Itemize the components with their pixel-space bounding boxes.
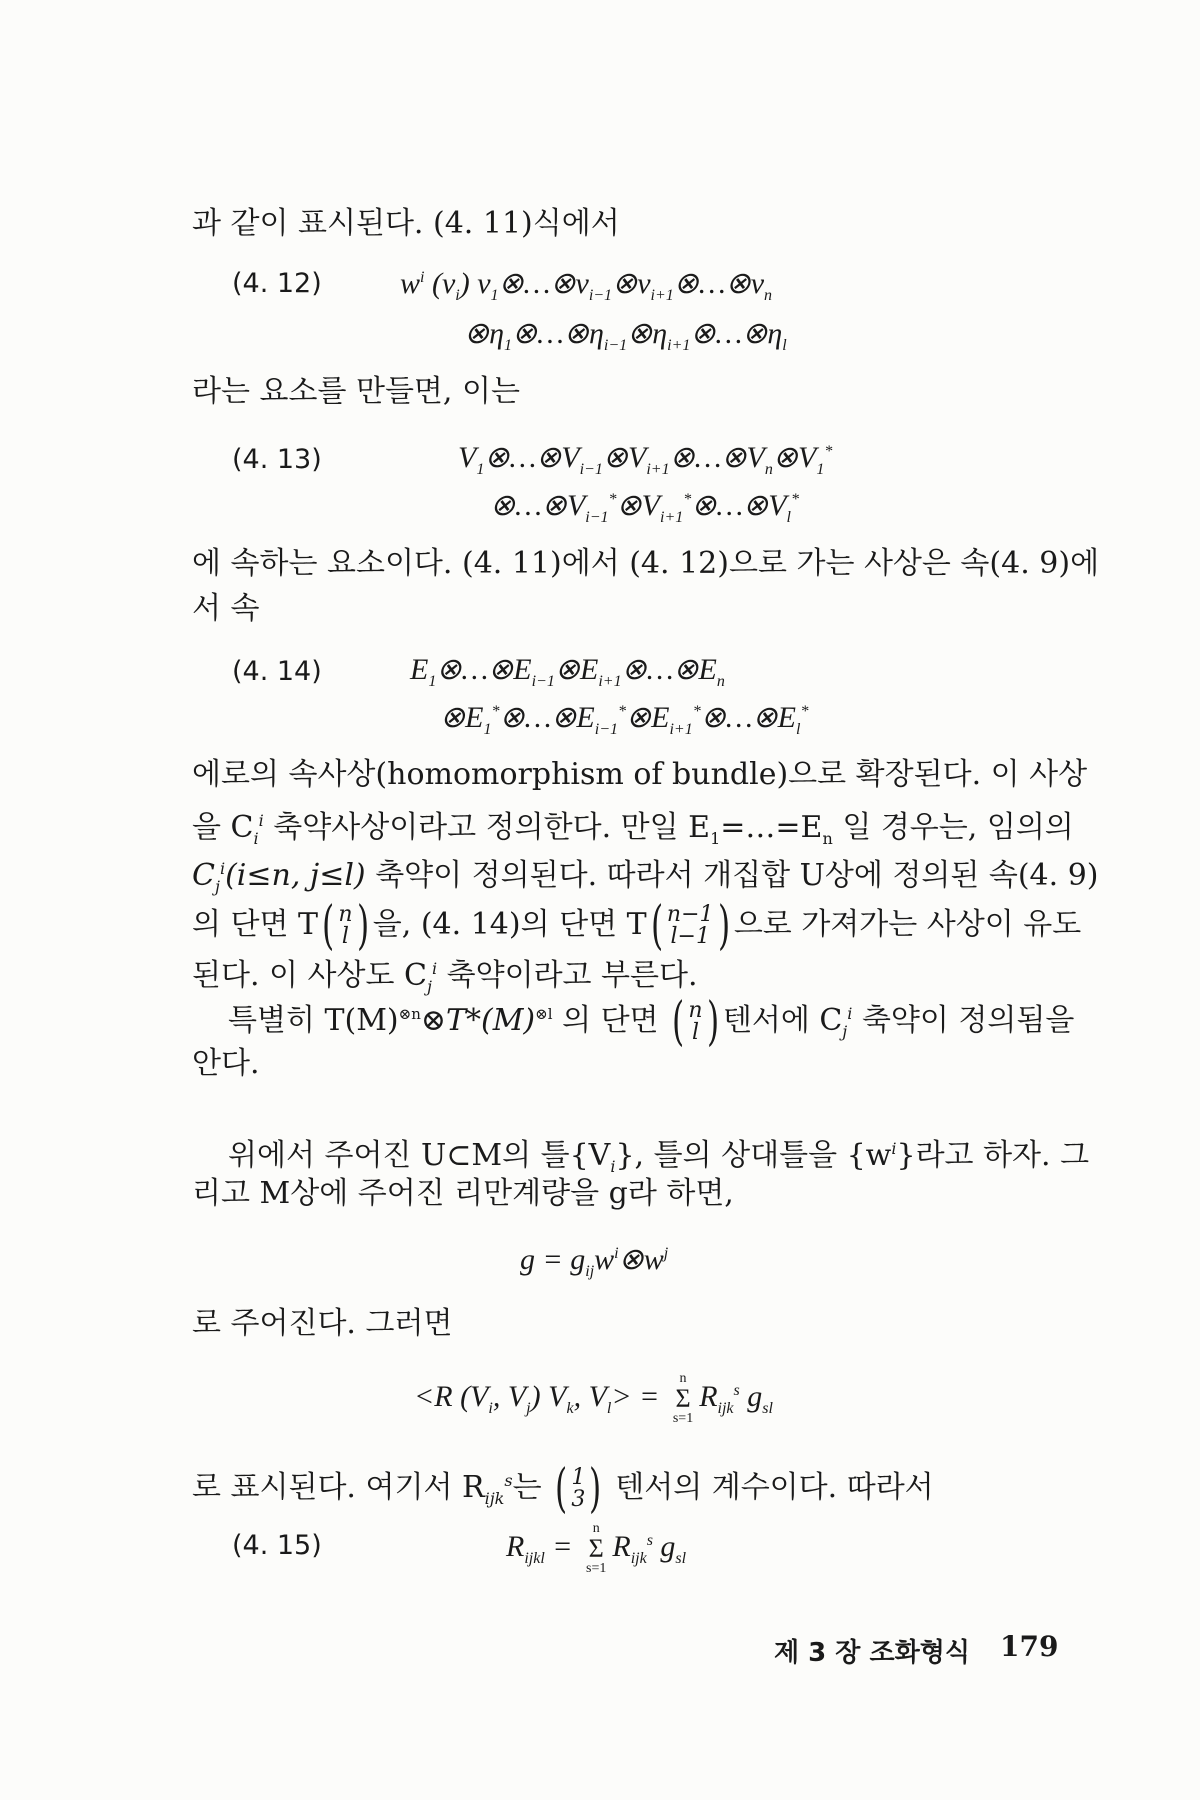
equation-4-13-line2: $\otimes\dots\otimes V_{i-1}^*\otimes V_{i+1}^*\otimes\dots\otimes V_l^*$ <box>490 489 799 526</box>
text-line: 라는 요소를 만들면, 이는 <box>192 374 520 409</box>
equation-4-15: $R_{ijkl}$ = n Σ s=1 $R_{ijk}^s$ $g_{sl}$ <box>506 1521 687 1576</box>
text-line: 의 단면 T ( n l ) 을, (4. 14)의 단면 T ( n−1 l−1 ) 으로 가져가는 사상이 유도 <box>192 896 1082 956</box>
text-line: 안다. <box>192 1046 260 1081</box>
equation-metric: $g = g_{ij}w^i\otimes w^j$ <box>520 1243 669 1280</box>
equation-4-12-line2: $\otimes\eta_1\otimes\dots\otimes\eta_{i-1}\otimes\eta_{i+1}\otimes\dots\otimes\eta_l$ <box>464 317 787 354</box>
text-line: 서 속 <box>192 591 260 626</box>
equation-number: (4. 15) <box>232 1530 322 1561</box>
text-line: 리고 M상에 주어진 리만계량을 g라 하면, <box>192 1176 734 1211</box>
text-line: 특별히 $T(M)^{\otimes n}\otimes T*(M)^{\otimes l}$ 의 단면 ( n l ) 텐서에 $C_j^i$ 축약이 정의됨을 <box>228 992 1075 1052</box>
text-line: 로 주어진다. 그러면 <box>192 1306 453 1341</box>
chapter-footer: 제 3 장 조화형식 <box>774 1638 970 1668</box>
page-number: 179 <box>1000 1630 1059 1663</box>
equation-number: (4. 14) <box>232 656 322 687</box>
equation-number: (4. 12) <box>232 268 322 299</box>
text-line: 로 표시된다. 여기서 $R_{ijk}^s$는 ( 1 3 ) 텐서의 계수이다. 따라서 <box>192 1459 934 1519</box>
text-line: 된다. 이 사상도 $C_j^i$ 축약이라고 부른다. <box>192 958 698 996</box>
text-line: 을 $C_i^i$ 축약사상이라고 정의한다. 만일 $E_1=\dots=E_n$ 일 경우는, 임의의 <box>192 810 1074 848</box>
text-line: 에 속하는 요소이다. (4. 11)에서 (4. 12)으로 가는 사상은 속(4. 9)에 <box>192 546 1100 581</box>
equation-number: (4. 13) <box>232 444 322 475</box>
equation-4-13-line1: $V_1\otimes\dots\otimes V_{i-1}\otimes V_{i+1}\otimes\dots\otimes V_n\otimes V_1^*$ <box>458 441 833 478</box>
text-line: 위에서 주어진 U⊂M의 틀$\{V_i\}$, 틀의 상대틀을 $\{w^i\}$라고 하자. 그 <box>228 1138 1090 1176</box>
equation-4-14-line1: $E_1\otimes\dots\otimes E_{i-1}\otimes E_{i+1}\otimes\dots\otimes E_n$ <box>410 653 725 690</box>
equation-4-12-line1: $w^i$ $(v_i)$ $v_1\otimes\dots\otimes v_{i-1}\otimes v_{i+1}\otimes\dots\otimes v_n$ <box>400 267 773 304</box>
text-line: 과 같이 표시된다. (4. 11)식에서 <box>192 206 620 241</box>
equation-curvature: <R ($V_i$, $V_j$) $V_k$, $V_l>$ = n Σ s=1 $R_{ijk}^s$ $g_{sl}$ <box>414 1371 773 1426</box>
text-line: 에로의 속사상(homomorphism of bundle)으로 확장된다. 이 사상 <box>192 757 1088 792</box>
equation-4-14-line2: $\otimes E_1^*\otimes\dots\otimes E_{i-1}^*\otimes E_{i+1}^*\otimes\dots\otimes E_l^*$ <box>440 701 809 738</box>
text-line: $C_j^i(i\le n$, j≤l) 축약이 정의된다. 따라서 개집합 U상에 정의된 속(4. 9) <box>192 858 1099 896</box>
